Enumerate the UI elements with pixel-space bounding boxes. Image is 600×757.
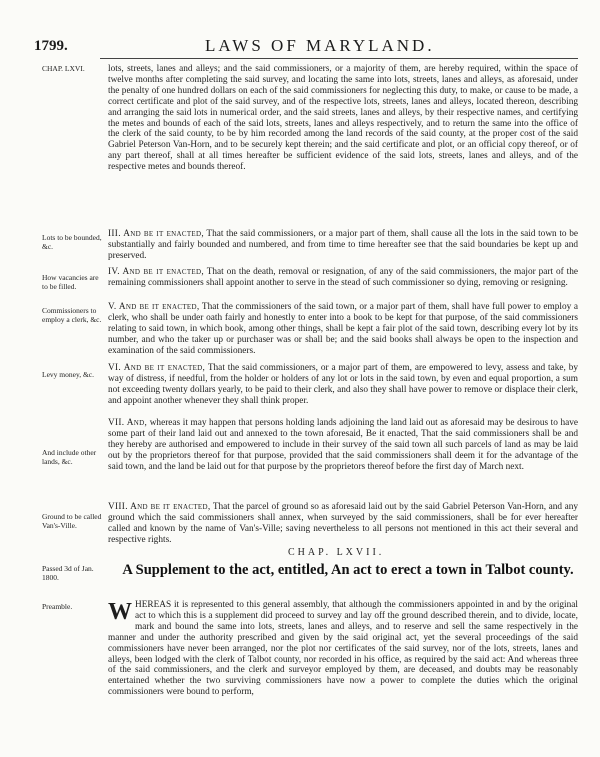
section-text: whereas it may happen that persons holding lands adjoining the land laid out as aforesaid may be desirous to have some part of their land laid out and annexed to the town aforesaid, Be it enacted, That the said commissioners shall be and they hereby are authorised and empowered to include in their survey of the said town all such parcels of land as may be laid out by the proprietors thereof for that purpose, provided that the said commissioners shall deem it for the advantage of the said town, and the land be laid out for that purpose by the proprietors thereof before the first day of March next. xyxy=(108,418,579,472)
preamble-paragraph xyxy=(108,600,578,698)
section-lead: VII. And, xyxy=(108,418,148,428)
margin-note-other-lands: And include other lands, &c. xyxy=(42,448,97,466)
section-vii xyxy=(108,418,578,473)
margin-note-chap-lxvi: CHAP. LXVI. xyxy=(42,64,85,73)
section-text: That the said commissioners, or a major part of them, are empowered to levy, assess and take, by way of distress, if needful, from the holder or holders of any lot or lots in the said town, by even and equal proportion, a sum not exceeding twenty dollars yearly, to be paid to their clerk, and also they shall have power to remove or displace their clerk, and appoint another whenever they shall think proper. xyxy=(108,363,578,406)
section-lead: VIII. And be it enacted, xyxy=(108,502,211,512)
page-title: LAWS OF MARYLAND. xyxy=(205,36,435,55)
margin-note-levy: Levy money, &c. xyxy=(42,370,94,379)
page-year: 1799. xyxy=(34,38,68,54)
preamble-text: HEREAS it is represented to this general assembly, that although the commissioners appointed in and by the original act to which this is a supplement did proceed to survey and lay off the ground described therein, and to divide, locate, mark and bound the same into lots, streets, lanes and alleys, and to reserve and sell the same respectively in the manner and under the authority prescribed and given by the said original act, yet the several proceedings of the said commissioners have never been arranged, nor the plot nor certificates of the said survey, nor of the lots, streets, lanes and alleys, been lodged with the clerk of Talbot county, nor recorded in his office, as required by the said act: And whereas three of the said commissioners, and the clerk and surveyor employed by them, are deceased, and doubts may be reasonably entertained whether the two surviving commissioners have now a power to complete the duties which the original commissioners were bound to perform, xyxy=(108,600,578,698)
section-iv xyxy=(108,267,578,289)
section-iii xyxy=(108,229,578,262)
section-text: That the said commissioners, or a major part of them, shall cause all the lots in the said town to be substantially and fairly bounded and numbered, and from time to time hereafter see that the said boundaries be kept up and preserved. xyxy=(108,229,578,261)
section-lead: III. And be it enacted, xyxy=(108,229,204,239)
section-viii xyxy=(108,502,578,546)
margin-note-preamble: Preamble. xyxy=(42,602,73,611)
margin-note-lots-bounded: Lots to be bounded, &c. xyxy=(42,233,102,251)
margin-note-ground-called: Ground to be called Van's-Ville. xyxy=(42,512,102,530)
margin-note-vacancies: How vacancies are to be filled. xyxy=(42,273,99,291)
paragraph-continuation xyxy=(108,64,578,173)
section-lead: V. And be it enacted, xyxy=(108,302,200,312)
section-lead: IV. And be it enacted, xyxy=(108,267,204,277)
margin-note-clerk: Commissioners to employ a clerk, &c. xyxy=(42,306,102,324)
margin-note-passed: Passed 3d of Jan. 1800. xyxy=(42,564,94,582)
section-text: That on the death, removal or resignation, of any of the said commissioners, the major part of the remaining commissioners shall appoint another to serve in the stead of such commissioner so dying, removing or resigning. xyxy=(108,267,578,288)
section-v xyxy=(108,302,578,357)
header-rule xyxy=(100,58,578,59)
section-text: That the parcel of ground so as aforesaid laid out by the said Gabriel Peterson Van-Horn, and any ground which the said commissioners shall annex, when surveyed by the said commissioners, shall be for ever hereafter called and known by the name of Van's-Ville; saving nevertheless to all persons not mentioned in this act their several and respective rights. xyxy=(108,502,578,545)
paragraph-text: lots, streets, lanes and alleys; and the said commissioners, or a majority of them, are hereby required, within the space of twelve months after completing the said survey, and locating the same into lots, streets, lanes and alleys, as aforesaid, under the penalty of one hundred dollars on each of the said commissioners for neglecting this duty, to make, or cause to be made, a correct certificate and plot of the said survey, and of the respective lots, streets, lanes and alleys, located thereon, describing and arranging the said lots in numerical order, and the said streets, lanes and alleys, by their respective names, and certifying the metes and bounds of each of the said lots, streets, lanes and alleys respectively, and to return the same into the office of the clerk of the said county, to be by him recorded among the land records of the said county, at the proper cost of the said Gabriel Peterson Van-Horn, and to be securely kept therein; and the said certificate and plot, or an official copy thereof, or of any part thereof, shall at all times hereafter be sufficient evidence of the said lots, streets, lanes and alleys, and of the respective metes and bounds thereof. xyxy=(108,64,578,173)
section-lead: VI. And be it enacted, xyxy=(108,363,206,373)
drop-cap: W xyxy=(108,599,132,625)
section-text: That the commissioners of the said town, or a major part of them, shall have full power to employ a clerk, who shall be under oath fairly and honestly to enter into a book to be kept for that purpose, of the said commissioners relating to said town, in which book, among other things, shall be kept a fair plot of the said town, describing every lot by its number, and who the taker up or purchaser was or shall be; and the said books shall always be open to the inspection and examination of the said commissioners. xyxy=(108,302,578,356)
chapter-label: CHAP. LXVII. xyxy=(288,547,385,558)
section-vi xyxy=(108,363,578,407)
chapter-title: A Supplement to the act, entitled, An act to erect a town in Talbot county. xyxy=(122,562,574,578)
